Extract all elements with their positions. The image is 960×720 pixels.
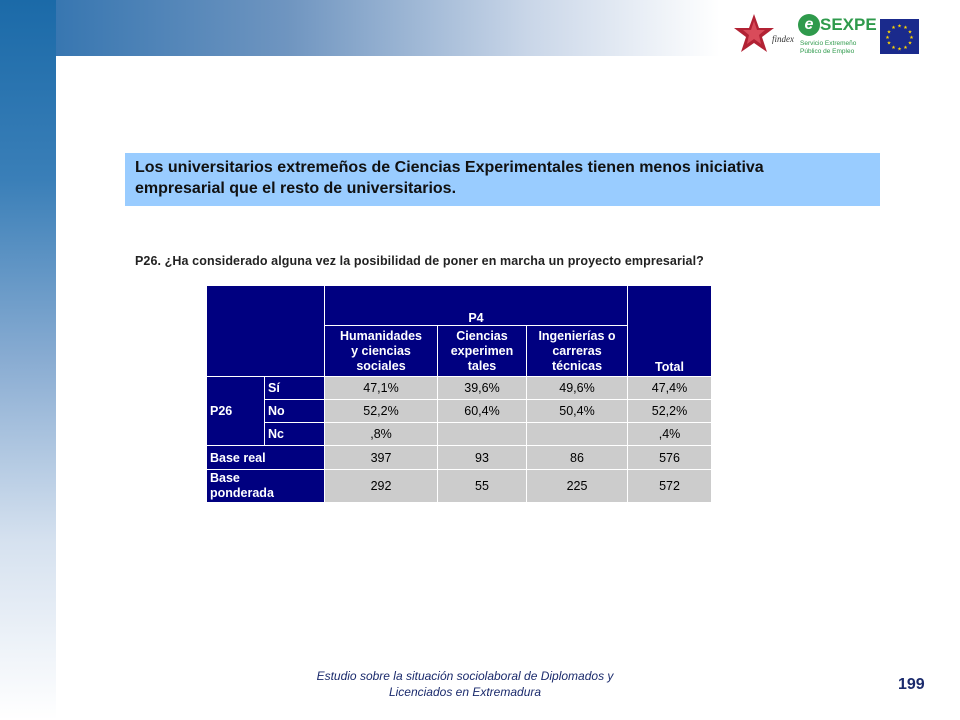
- footer-caption: [270, 668, 660, 700]
- total-header: Total: [628, 286, 712, 377]
- col-header-ingenierias: [527, 326, 628, 377]
- col-header-line: carreras: [552, 343, 602, 358]
- sexpe-logo: [798, 14, 877, 58]
- col-header-line: tales: [467, 358, 497, 373]
- sexpe-name: SEXPE: [820, 15, 877, 34]
- findex-star-icon: [732, 12, 776, 54]
- row-label-si: Sí: [265, 377, 325, 400]
- sexpe-sub-line2: Público de Empleo: [800, 48, 855, 55]
- cell-base-pond-total: 572: [628, 470, 712, 503]
- col-header-line: y ciencias: [351, 343, 411, 358]
- eu-flag-icon: [880, 19, 919, 54]
- cell-nc-total: ,4%: [628, 423, 712, 446]
- cell-nc-ciencias: [438, 423, 527, 446]
- col-header-line: Ciencias: [456, 328, 508, 343]
- cell-nc-ingenierias: [527, 423, 628, 446]
- col-header-line: Ingenierías o: [538, 328, 616, 343]
- headline-line1: Los universitarios extremeños de Ciencias Experimentales tienen menos iniciativa: [135, 159, 764, 176]
- p26-row-group-label: P26: [207, 377, 265, 446]
- cell-base-pond-ingenierias: 225: [527, 470, 628, 503]
- cell-base-real-total: 576: [628, 446, 712, 470]
- svg-text:★: ★: [886, 40, 892, 47]
- svg-text:★: ★: [891, 25, 896, 31]
- cell-no-ingenierias: 50,4%: [527, 400, 628, 423]
- cell-base-real-ingenierias: 86: [527, 446, 628, 470]
- cell-base-real-humanidades: 397: [325, 446, 438, 470]
- cell-nc-humanidades: ,8%: [325, 423, 438, 446]
- crosstab-table: [206, 285, 712, 503]
- svg-text:★: ★: [897, 23, 902, 30]
- svg-text:★: ★: [907, 29, 913, 36]
- row-label-no: No: [265, 400, 325, 423]
- left-gradient-bar: [0, 0, 56, 720]
- footer-line2: Licenciados en Extremadura: [388, 685, 542, 699]
- footer-line1: Estudio sobre la situación sociolaboral de Diplomados y: [316, 669, 614, 683]
- svg-text:★: ★: [909, 35, 914, 41]
- svg-text:★: ★: [907, 40, 913, 47]
- cell-base-pond-humanidades: 292: [325, 470, 438, 503]
- col-header-line: Humanidades: [340, 328, 422, 343]
- row-label-nc: Nc: [265, 423, 325, 446]
- col-header-humanidades: [325, 326, 438, 377]
- svg-text:★: ★: [903, 45, 908, 51]
- p4-group-header: P4: [325, 286, 628, 326]
- findex-logo: [732, 12, 794, 54]
- svg-text:★: ★: [897, 46, 902, 53]
- cell-no-humanidades: 52,2%: [325, 400, 438, 423]
- row-label-base-real: Base real: [207, 446, 325, 470]
- svg-text:★: ★: [885, 35, 890, 41]
- sexpe-sub-line1: Servicio Extremeño: [800, 40, 857, 47]
- cell-no-ciencias: 60,4%: [438, 400, 527, 423]
- col-header-line: experimen: [450, 343, 514, 358]
- headline-box: [125, 153, 880, 206]
- cell-si-ingenierias: 49,6%: [527, 377, 628, 400]
- sexpe-e-icon: e: [798, 14, 820, 36]
- findex-text: findex: [772, 34, 794, 44]
- cell-no-total: 52,2%: [628, 400, 712, 423]
- headline-line2: empresarial que el resto de universitarios.: [135, 180, 457, 197]
- base-ponderada-line1: Base: [210, 471, 240, 485]
- svg-text:★: ★: [891, 45, 896, 51]
- page-number: 199: [898, 676, 925, 693]
- cell-base-real-ciencias: 93: [438, 446, 527, 470]
- col-header-ciencias: [438, 326, 527, 377]
- cell-base-pond-ciencias: 55: [438, 470, 527, 503]
- col-header-line: técnicas: [551, 358, 603, 373]
- col-header-line: sociales: [356, 358, 406, 373]
- question-text: P26. ¿Ha considerado alguna vez la posibilidad de poner en marcha un proyecto empresarial?: [135, 254, 704, 268]
- cell-si-total: 47,4%: [628, 377, 712, 400]
- svg-text:★: ★: [903, 25, 908, 31]
- svg-text:★: ★: [886, 29, 892, 36]
- cell-si-humanidades: 47,1%: [325, 377, 438, 400]
- base-ponderada-line2: ponderada: [210, 486, 274, 500]
- cell-si-ciencias: 39,6%: [438, 377, 527, 400]
- row-label-base-ponderada: [207, 470, 325, 503]
- sexpe-subtitle: [800, 40, 876, 56]
- corner-header-cell: [207, 286, 325, 377]
